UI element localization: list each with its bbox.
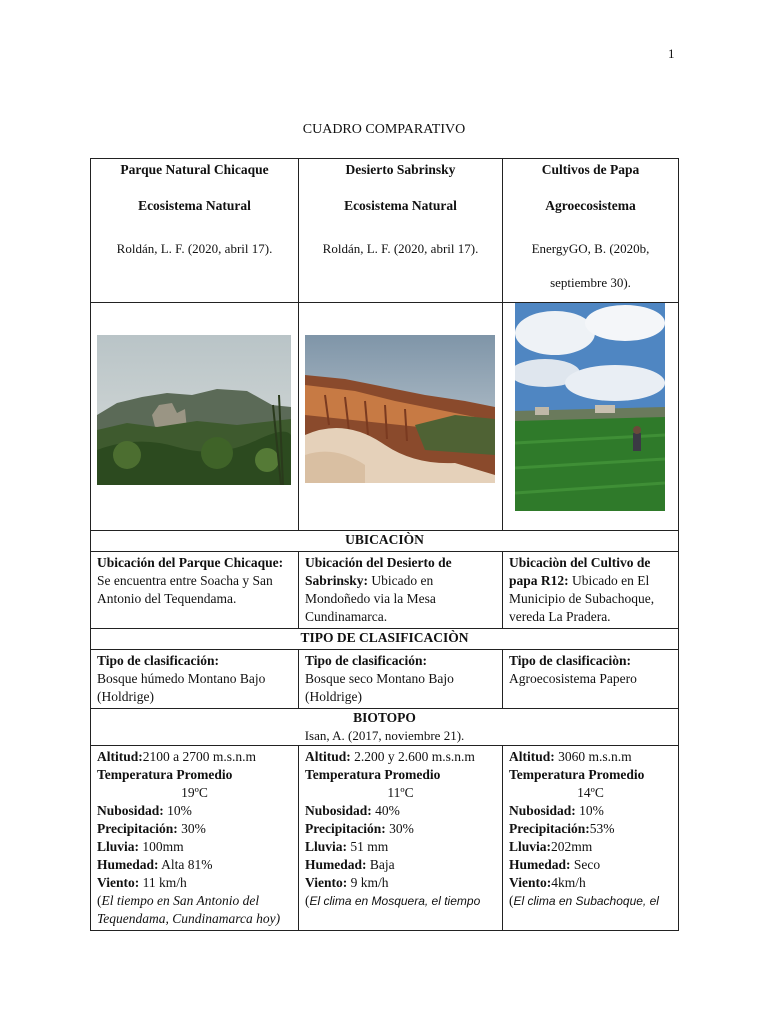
field-label: Humedad: <box>305 857 367 872</box>
field-value: 9 km/h <box>347 875 389 890</box>
field-value: Baja <box>366 857 395 872</box>
column-header-sabrinsky <box>299 159 503 303</box>
field-label: Tipo de clasificación: <box>305 653 428 668</box>
field-value: Bosque seco Montano Bajo (Holdrige) <box>305 671 454 704</box>
field-value: 202mm <box>551 839 593 854</box>
column-header-chicaque <box>91 159 299 303</box>
forest-mountain-photo <box>97 335 291 485</box>
source-paren: ( <box>305 893 310 908</box>
field-label: Ubicación del Parque Chicaque: <box>97 555 284 570</box>
source-paren: ( <box>97 893 102 908</box>
field-label: Temperatura Promedio <box>305 767 441 782</box>
ubicacion-row <box>91 552 679 629</box>
field-value: 19ºC <box>181 785 208 800</box>
ubicacion-cell <box>299 552 503 629</box>
field-label: Lluvia: <box>97 839 140 854</box>
field-value: Ubicado en El Municipio de Subachoque, vereda La Pradera. <box>509 573 655 624</box>
photo-cell-sabrinsky <box>299 303 503 531</box>
eroded-desert-photo <box>305 335 495 483</box>
section-row-clasificacion <box>91 629 679 650</box>
biotopo-cell <box>91 746 299 931</box>
field-label: Precipitación: <box>509 821 590 836</box>
field-value: Alta 81% <box>158 857 213 872</box>
ecosystem-type: Ecosistema Natural <box>138 198 251 213</box>
field-value: 2.200 y 2.600 m.s.n.m <box>350 749 475 764</box>
ubicacion-cell <box>91 552 299 629</box>
ecosystem-type: Ecosistema Natural <box>344 198 457 213</box>
field-value: Ubicado en Mondoñedo via la Mesa Cundinamarca. <box>305 573 436 624</box>
field-label: Viento: <box>509 875 552 890</box>
potato-field-photo <box>515 303 665 511</box>
citation: Roldán, L. F. (2020, abril 17). <box>116 241 273 256</box>
field-label: Nubosidad: <box>97 803 164 818</box>
field-label: Temperatura Promedio <box>97 767 233 782</box>
clasificacion-cell <box>91 650 299 709</box>
citation: EnergyGO, B. (2020b, septiembre 30). <box>531 241 650 290</box>
document-title: CUADRO COMPARATIVO <box>302 122 466 137</box>
section-citation: Isan, A. (2017, noviembre 21). <box>304 728 465 743</box>
field-label: Precipitación: <box>97 821 178 836</box>
clasificacion-cell <box>299 650 503 709</box>
photo-cell-chicaque <box>91 303 299 531</box>
column-name: Cultivos de Papa <box>541 162 640 177</box>
field-value: 10% <box>163 803 192 818</box>
ubicacion-cell <box>503 552 679 629</box>
field-label: Humedad: <box>509 857 571 872</box>
field-value: Bosque húmedo Montano Bajo (Holdrige) <box>97 671 266 704</box>
field-label: Viento: <box>97 875 140 890</box>
field-label: Altitud: <box>97 749 143 764</box>
section-row-biotopo <box>91 709 679 746</box>
biotopo-cell <box>503 746 679 931</box>
field-label: Ubicación del Desierto de Sabrinsky: <box>305 555 452 588</box>
section-heading: TIPO DE CLASIFICACIÒN <box>91 629 679 650</box>
field-value: 100mm <box>139 839 184 854</box>
field-label: Temperatura Promedio <box>509 767 645 782</box>
field-value: 53% <box>589 821 615 836</box>
section-heading: UBICACIÒN <box>91 531 679 552</box>
section-row-ubicacion <box>91 531 679 552</box>
ecosystem-type: Agroecosistema <box>545 198 636 213</box>
field-value: Seco <box>570 857 601 872</box>
section-heading-biotopo <box>91 709 679 746</box>
column-name: Desierto Sabrinsky <box>345 162 456 177</box>
section-heading: BIOTOPO <box>353 710 416 725</box>
field-value: 51 mm <box>347 839 389 854</box>
field-label: Nubosidad: <box>305 803 372 818</box>
clasificacion-cell <box>503 650 679 709</box>
field-label: Precipitación: <box>305 821 386 836</box>
field-label: Ubicaciòn del Cultivo de papa R12: <box>509 555 651 588</box>
field-value: 30% <box>385 821 414 836</box>
field-label: Nubosidad: <box>509 803 576 818</box>
field-label: Tipo de clasificación: <box>97 653 220 668</box>
field-label: Viento: <box>305 875 348 890</box>
field-value: 30% <box>177 821 206 836</box>
field-value: 4km/h <box>551 875 586 890</box>
field-label: Humedad: <box>97 857 159 872</box>
header-row <box>91 159 679 303</box>
source-paren: ( <box>509 893 514 908</box>
source-note: El clima en Subachoque, el <box>513 894 659 908</box>
field-value: 3060 m.s.n.m <box>554 749 632 764</box>
field-label: Altitud: <box>305 749 351 764</box>
photo-row <box>91 303 679 531</box>
field-value: 11 km/h <box>139 875 187 890</box>
field-value: 40% <box>371 803 400 818</box>
field-value: Agroecosistema Papero <box>509 671 637 686</box>
field-label: Altitud: <box>509 749 555 764</box>
field-value: 10% <box>575 803 604 818</box>
clasificacion-row <box>91 650 679 709</box>
comparison-table <box>90 158 679 931</box>
field-value: 14ºC <box>577 785 604 800</box>
biotopo-row <box>91 746 679 931</box>
source-note: El clima en Mosquera, el tiempo <box>309 894 481 908</box>
field-value: 2100 a 2700 m.s.n.m <box>142 749 257 764</box>
field-label: Lluvia: <box>509 839 552 854</box>
field-value: 11ºC <box>387 785 414 800</box>
source-note: El tiempo en San Antonio del Tequendama, Cundinamarca hoy) <box>97 893 281 926</box>
citation: Roldán, L. F. (2020, abril 17). <box>322 241 479 256</box>
column-header-papa <box>503 159 679 303</box>
field-label: Lluvia: <box>305 839 348 854</box>
biotopo-cell <box>299 746 503 931</box>
field-label: Tipo de clasificaciòn: <box>509 653 632 668</box>
photo-cell-papa <box>503 303 679 531</box>
column-name: Parque Natural Chicaque <box>120 162 269 177</box>
field-value: Se encuentra entre Soacha y San Antonio del Tequendama. <box>97 573 273 606</box>
page-number: 1 <box>668 46 675 61</box>
